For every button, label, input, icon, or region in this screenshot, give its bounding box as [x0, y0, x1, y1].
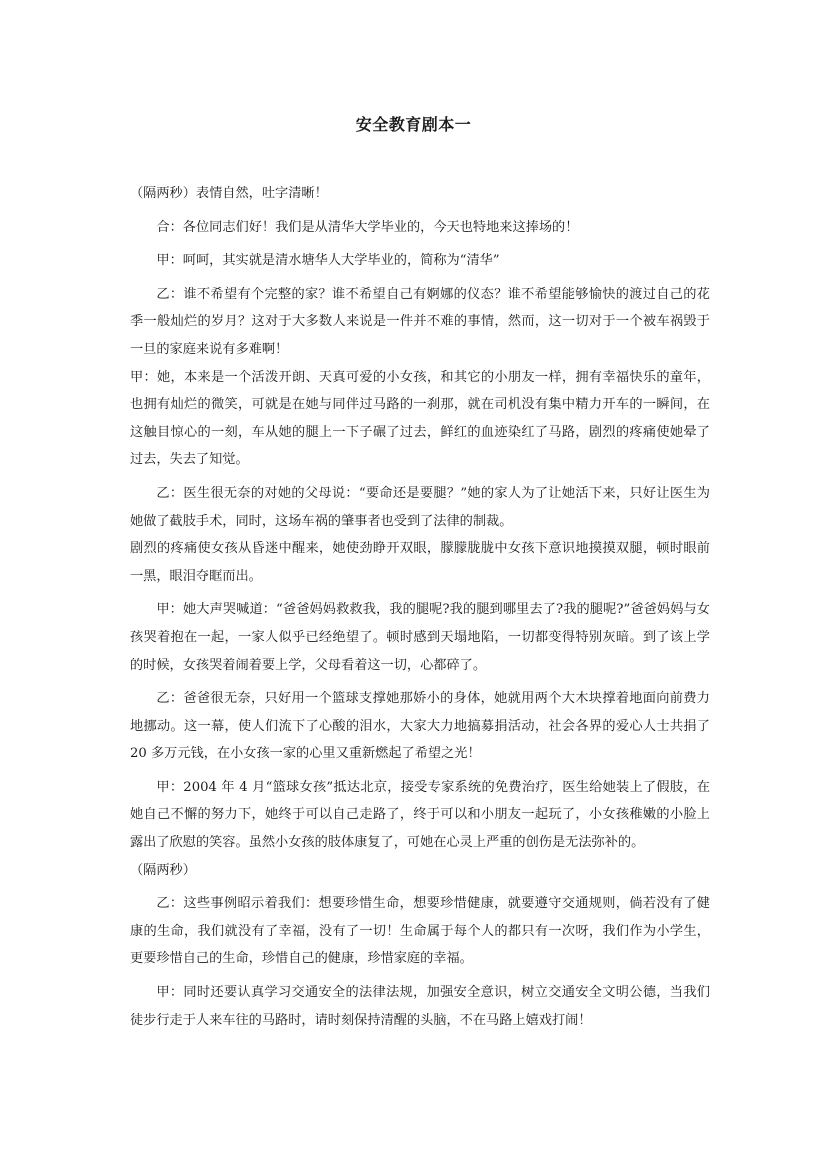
- paragraph-jia-4: 甲：2004 年 4 月“篮球女孩”抵达北京，接受专家系统的免费治疗，医生给她装上了假肢，在她自己不懈的努力下，她终于可以自己走路了，终于可以和小朋友一起玩了，小女孩稚嫩的小脸上露出了欣慰的笑容。虽然小女孩的肢体康复了，可她在心灵上严重的创伤是无法弥补的。: [130, 779, 710, 851]
- paragraph-jia-3: 甲：她大声哭喊道：“爸爸妈妈救救我，我的腿呢?我的腿到哪里去了?我的腿呢?”爸爸妈妈与女孩哭着抱在一起，一家人似乎已经绝望了。顿时感到天塌地陷，一切都变得特别灰暗。到了该上学的时候，女孩哭着闹着要上学，父母看着这一切，心都碎了。: [130, 602, 710, 673]
- paragraph-he-greeting: 合：各位同志们好！我们是从清华大学毕业的，今天也特地来这捧场的！: [156, 219, 579, 235]
- paragraph-yi-3: 乙：爸爸很无奈，只好用一个篮球支撑她那娇小的身体，她就用两个大木块撑着地面向前费力地挪动。这一幕，使人们流下了心酸的泪水，大家大力地搞募捐活动，社会各界的爱心人士共捐了 20 多万元钱，在小女孩一家的心里又重新燃起了希望之光！: [130, 691, 710, 762]
- paragraph-jia-1: 甲：呵呵，其实就是清水塘华人大学毕业的，简称为“清华”: [156, 253, 500, 269]
- paragraph-stage-direction-1: （隔两秒）表情自然，吐字清晰！: [130, 186, 328, 201]
- paragraph-jia-5: 甲：同时还要认真学习交通安全的法律法规，加强安全意识，树立交通安全文明公德，当我们徒步行走于人来车往的马路时，请时刻保持清醒的头脑，不在马路上嬉戏打闹！: [130, 985, 710, 1028]
- document-title: 安全教育剧本一: [355, 115, 472, 134]
- paragraph-yi-4: 乙：这些事例昭示着我们：想要珍惜生命，想要珍惜健康，就要遵守交通规则，倘若没有了健康的生命，我们就没有了幸福，没有了一切！生命属于每个人的都只有一次呀，我们作为小学生，更要珍惜自己的生命，珍惜自己的健康，珍惜家庭的幸福。: [130, 896, 710, 967]
- paragraph-yi-2: 乙：医生很无奈的对她的父母说：“要命还是要腿？”她的家人为了让她活下来，只好让医生为她做了截肢手术，同时，这场车祸的肇事者也受到了法律的制裁。: [130, 485, 710, 529]
- document-body: [130, 180, 710, 1034]
- paragraph-narration-1: 剧烈的疼痛使女孩从昏迷中醒来，她使劲睁开双眼，朦朦胧胧中女孩下意识地摸摸双腿，顿时眼前一黑，眼泪夺眶而出。: [130, 541, 710, 584]
- paragraph-stage-direction-2: （隔两秒）: [130, 862, 196, 878]
- paragraph-jia-2: 甲：她，本来是一个活泼开朗、天真可爱的小女孩，和其它的小朋友一样，拥有幸福快乐的童年，也拥有灿烂的微笑，可就是在她与同伴过马路的一刹那，就在司机没有集中精力开车的一瞬间，在这触目惊心的一刻，车从她的腿上一下子碾了过去，鲜红的血迹染红了马路，剧烈的疼痛使她晕了过去，失去了知觉。: [130, 369, 710, 468]
- paragraph-yi-1: 乙：谁不希望有个完整的家？谁不希望自己有婀娜的仪态？谁不希望能够愉快的渡过自己的花季一般灿烂的岁月？这对于大多数人来说是一件并不难的事情，然而，这一切对于一个被车祸毁于一旦的家庭来说有多难啊！: [130, 286, 710, 357]
